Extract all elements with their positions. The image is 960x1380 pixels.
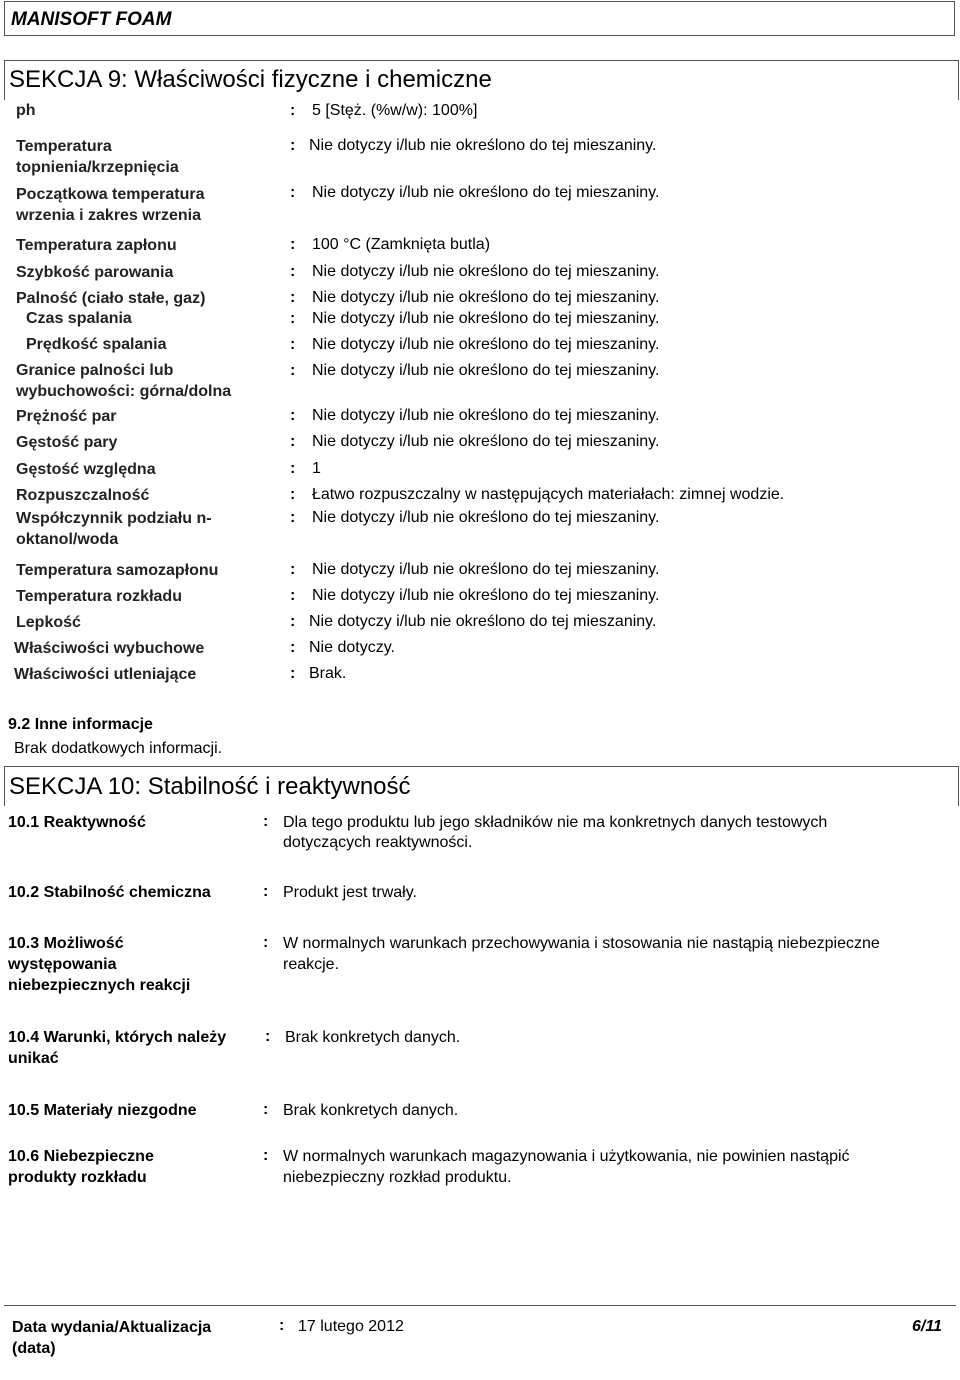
decomposition-products-value: W normalnych warunkach magazynowania i użytkowania, nie powinien nastąpić	[283, 1148, 850, 1165]
hazardous-reactions-label-line3: niebezpiecznych reakcji	[8, 977, 191, 994]
page-number: 6/11	[912, 1318, 942, 1335]
section-10-header	[4, 766, 959, 806]
property-label-relative-density: Gęstość względna	[16, 461, 156, 478]
hazardous-reactions-label: 10.3 Możliwość	[8, 935, 124, 952]
property-value-solubility: Łatwo rozpuszczalny w następujących materiałach: zimnej wodzie.	[312, 486, 785, 503]
colon: :	[290, 561, 296, 578]
hazardous-reactions-label-line2: występowania	[8, 956, 117, 973]
colon: :	[290, 460, 296, 477]
property-label-decomposition-temperature: Temperatura rozkładu	[16, 588, 182, 605]
property-value-partition-coefficient: Nie dotyczy i/lub nie określono do tej mieszaniny.	[312, 509, 660, 526]
property-label-boiling-point: Początkowa temperatura	[16, 186, 205, 203]
colon: :	[290, 289, 296, 306]
property-label-autoignition-temperature: Temperatura samozapłonu	[16, 562, 219, 579]
property-value-boiling-point: Nie dotyczy i/lub nie określono do tej mieszaniny.	[312, 184, 660, 201]
property-value-flash-point: 100 °C (Zamknięta butla)	[312, 236, 491, 253]
property-value-relative-density: 1	[312, 460, 321, 477]
property-label-ph: ph	[16, 102, 36, 119]
property-value-burning-rate: Nie dotyczy i/lub nie określono do tej mieszaniny.	[312, 336, 660, 353]
footer-date-label: Data wydania/Aktualizacja	[12, 1319, 212, 1336]
property-label-burning-rate: Prędkość spalania	[26, 336, 167, 353]
reactivity-value-line2: dotyczących reaktywności.	[283, 834, 473, 851]
property-label-partition-coefficient: Współczynnik podziału n-	[16, 510, 212, 527]
product-name: MANISOFT FOAM	[11, 9, 172, 30]
conditions-to-avoid-value: Brak konkretych danych.	[285, 1029, 461, 1046]
decomposition-products-label: 10.6 Niebezpieczne	[8, 1148, 154, 1165]
property-label-flammability: Palność (ciało stałe, gaz)	[16, 290, 206, 307]
property-label-boiling-point-line2: wrzenia i zakres wrzenia	[16, 207, 201, 224]
property-label-evaporation-rate: Szybkość parowania	[16, 264, 174, 281]
colon: :	[290, 310, 296, 327]
colon: :	[263, 883, 269, 900]
property-label-partition-coefficient-line2: oktanol/woda	[16, 531, 119, 548]
incompatible-materials-label: 10.5 Materiały niezgodne	[8, 1102, 197, 1119]
colon: :	[290, 184, 296, 201]
property-value-melting-point: Nie dotyczy i/lub nie określono do tej mieszaniny.	[309, 137, 657, 154]
property-value-evaporation-rate: Nie dotyczy i/lub nie określono do tej mieszaniny.	[312, 263, 660, 280]
property-label-vapour-pressure: Prężność par	[16, 408, 117, 425]
property-label-vapour-density: Gęstość pary	[16, 434, 118, 451]
property-value-decomposition-temperature: Nie dotyczy i/lub nie określono do tej mieszaniny.	[312, 587, 660, 604]
footer-date-label-line2: (data)	[12, 1340, 56, 1357]
property-value-explosive-limits: Nie dotyczy i/lub nie określono do tej mieszaniny.	[312, 362, 660, 379]
other-info-heading: 9.2 Inne informacje	[8, 716, 153, 733]
conditions-to-avoid-label: 10.4 Warunki, których należy	[8, 1029, 227, 1046]
property-value-autoignition-temperature: Nie dotyczy i/lub nie określono do tej mieszaniny.	[312, 561, 660, 578]
chemical-stability-label: 10.2 Stabilność chemiczna	[8, 884, 211, 901]
colon: :	[290, 236, 296, 253]
colon: :	[290, 613, 296, 630]
colon: :	[290, 263, 296, 280]
colon: :	[290, 102, 296, 119]
footer-date-value: 17 lutego 2012	[298, 1318, 404, 1335]
property-value-explosive-properties: Nie dotyczy.	[309, 639, 395, 656]
property-value-vapour-density: Nie dotyczy i/lub nie określono do tej mieszaniny.	[312, 433, 660, 450]
colon: :	[263, 813, 269, 830]
colon: :	[263, 1147, 269, 1164]
chemical-stability-value: Produkt jest trwały.	[283, 884, 417, 901]
property-label-flash-point: Temperatura zapłonu	[16, 237, 177, 254]
other-info-text: Brak dodatkowych informacji.	[14, 740, 223, 757]
property-label-explosive-properties: Właściwości wybuchowe	[14, 640, 205, 657]
decomposition-products-value-line2: niebezpieczny rozkład produktu.	[283, 1169, 512, 1186]
footer-divider	[4, 1305, 956, 1306]
colon: :	[290, 433, 296, 450]
reactivity-value: Dla tego produktu lub jego składników nie ma konkretnych danych testowych	[283, 814, 828, 831]
colon: :	[290, 407, 296, 424]
property-label-viscosity: Lepkość	[16, 614, 81, 631]
reactivity-label: 10.1 Reaktywność	[8, 814, 146, 831]
section-9-title: SEKCJA 9: Właściwości fizyczne i chemiczne	[9, 66, 492, 93]
colon: :	[279, 1317, 285, 1334]
hazardous-reactions-value: W normalnych warunkach przechowywania i stosowania nie nastąpią niebezpieczne	[283, 935, 880, 952]
hazardous-reactions-value-line2: reakcje.	[283, 956, 340, 973]
colon: :	[290, 137, 296, 154]
property-label-burning-time: Czas spalania	[26, 310, 132, 327]
conditions-to-avoid-label-line2: unikać	[8, 1050, 59, 1067]
property-value-ph: 5 [Stęż. (%w/w): 100%]	[312, 102, 478, 119]
colon: :	[290, 587, 296, 604]
colon: :	[290, 486, 296, 503]
colon: :	[290, 362, 296, 379]
decomposition-products-label-line2: produkty rozkładu	[8, 1169, 147, 1186]
section-10-title: SEKCJA 10: Stabilność i reaktywność	[9, 773, 411, 800]
incompatible-materials-value: Brak konkretych danych.	[283, 1102, 459, 1119]
property-label-solubility: Rozpuszczalność	[16, 487, 150, 504]
property-label-melting-point-line2: topnienia/krzepnięcia	[16, 159, 179, 176]
property-label-melting-point: Temperatura	[16, 138, 112, 155]
colon: :	[263, 934, 269, 951]
property-value-viscosity: Nie dotyczy i/lub nie określono do tej mieszaniny.	[309, 613, 657, 630]
colon: :	[290, 639, 296, 656]
property-label-explosive-limits: Granice palności lub	[16, 362, 174, 379]
colon: :	[263, 1101, 269, 1118]
colon: :	[290, 509, 296, 526]
section-9-header	[4, 60, 959, 100]
colon: :	[265, 1028, 271, 1045]
property-label-explosive-limits-line2: wybuchowości: górna/dolna	[16, 383, 232, 400]
property-value-burning-time: Nie dotyczy i/lub nie określono do tej mieszaniny.	[312, 310, 660, 327]
property-label-oxidising-properties: Właściwości utleniające	[14, 666, 197, 683]
colon: :	[290, 665, 296, 682]
colon: :	[290, 336, 296, 353]
document-header	[4, 1, 955, 36]
property-value-vapour-pressure: Nie dotyczy i/lub nie określono do tej mieszaniny.	[312, 407, 660, 424]
property-value-oxidising-properties: Brak.	[309, 665, 347, 682]
property-value-flammability: Nie dotyczy i/lub nie określono do tej mieszaniny.	[312, 289, 660, 306]
